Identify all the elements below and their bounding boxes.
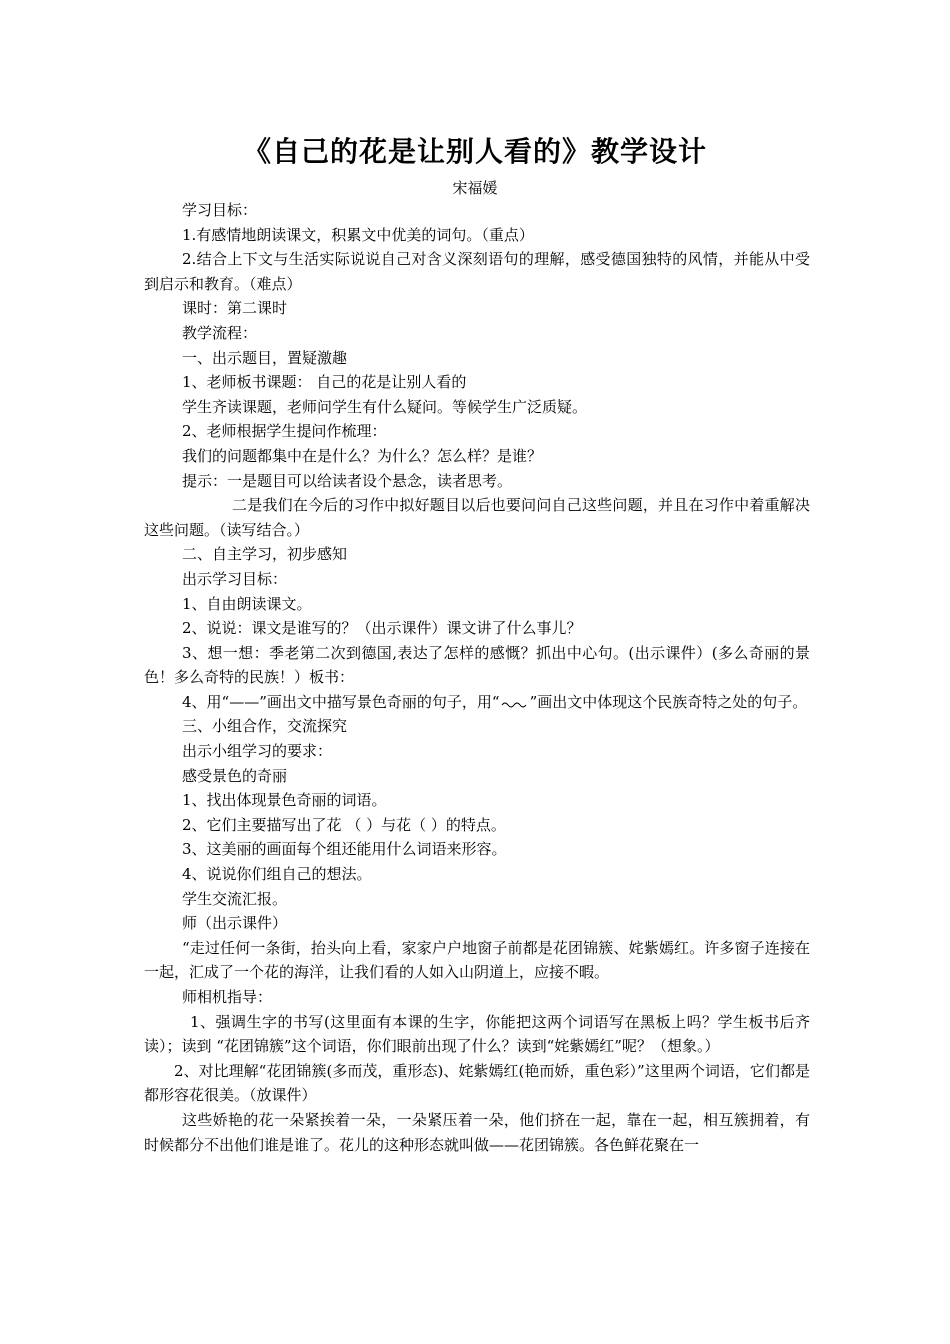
paragraph: 学习目标： [182, 201, 258, 219]
paragraph: 2、老师根据学生提问作梳理： [182, 422, 387, 441]
paragraph: 教学流程： [182, 323, 258, 342]
paragraph: 课时：第二课时 [182, 299, 288, 318]
paragraph: 出示小组学习的要求： [182, 742, 333, 761]
wavy-underline-icon [500, 699, 530, 709]
section-heading: 二、自主学习，初步感知 [182, 545, 348, 564]
paragraph [144, 690, 810, 715]
paragraph: 2、说说：课文是谁写的？（出示课件）课文讲了什么事儿？ [182, 619, 582, 638]
paragraph: 1、强调生字的书写(这里面有本课的生字，你能把这两个词语写在黑板上吗？学生板书后齐读）；读到 “花团锦簇”这个词语，你们眼前出现了什么？读到“姹紫嫣红”呢？（想象。） [144, 1012, 810, 1056]
paragraph: 感受景色的奇丽 [182, 766, 288, 785]
paragraph: 出示学习目标： [182, 569, 288, 588]
paragraph: 2、它们主要描写出了花 （ ）与花（ ）的特点。 [182, 815, 506, 834]
document-body [144, 198, 810, 1157]
paragraph: 这些娇艳的花一朵紧挨着一朵，一朵紧压着一朵，他们挤在一起，靠在一起，相互簇拥着，有时候都分不出他们谁是谁了。花儿的这种形态就叫做——花团锦簇。各色鲜花聚在一 [144, 1110, 810, 1154]
paragraph: 师相机指导： [182, 988, 273, 1006]
paragraph: 3、这美丽的画面每个组还能用什么词语来形容。 [182, 840, 507, 859]
text-segment: ”画出文中体现这个民族奇特之处的句子。 [529, 692, 808, 711]
author-name: 宋福媛 [452, 179, 498, 197]
paragraph: 二是我们在今后的习作中拟好题目以后也要问问自己这些问题，并且在习作中着重解决这些问题。（读写结合。） [144, 496, 810, 539]
paragraph: 1.有感情地朗读课文，积累文中优美的词句。（重点） [182, 225, 534, 244]
paragraph: 学生交流汇报。 [182, 889, 288, 908]
paragraph: 4、说说你们组自己的想法。 [182, 865, 372, 884]
paragraph: 3、想一想：季老第二次到德国,表达了怎样的感慨？抓出中心句。(出示课件）(多么奇丽的景色！多么奇特的民族！）板书： [144, 643, 810, 687]
paragraph: 1、自由朗读课文。 [182, 594, 312, 613]
paragraph: 1、老师板书课题： 自己的花是让别人看的 [182, 373, 467, 392]
paragraph: 1、找出体现景色奇丽的词语。 [182, 791, 387, 810]
paragraph: 学生齐读课题，老师问学生有什么疑问。等候学生广泛质疑。 [182, 397, 588, 416]
paragraph: 我们的问题都集中在是什么？为什么？怎么样？是谁？ [182, 446, 543, 465]
paragraph: “走过任何一条街，抬头向上看，家家户户地窗子前都是花团锦簇、姹紫嫣红。许多窗子连接在一起，汇成了一个花的海洋，让我们看的人如入山阴道上，应接不暇。 [144, 938, 810, 982]
paragraph: 2.结合上下文与生活实际说说自己对含义深刻语句的理解，感受德国独特的风情，并能从中受到启示和教育。（难点） [144, 250, 810, 293]
section-heading: 三、小组合作，交流探究 [182, 717, 348, 736]
paragraph: 2、对比理解“花团锦簇(多而茂，重形态)、姹紫嫣红(艳而娇，重色彩）”这里两个词语，它们都是都形容花很美。（放课件） [144, 1061, 810, 1105]
paragraph: 提示：一是题目可以给读者设个悬念，读者思考。 [182, 471, 513, 490]
document-title: 《自己的花是让别人看的》教学设计 [242, 135, 707, 168]
paragraph: 师（出示课件） [182, 914, 288, 933]
text-segment: 4、用“——”画出文中描写景色奇丽的句子，用“ [182, 692, 500, 711]
section-heading: 一、出示题目，置疑激趣 [182, 348, 348, 367]
